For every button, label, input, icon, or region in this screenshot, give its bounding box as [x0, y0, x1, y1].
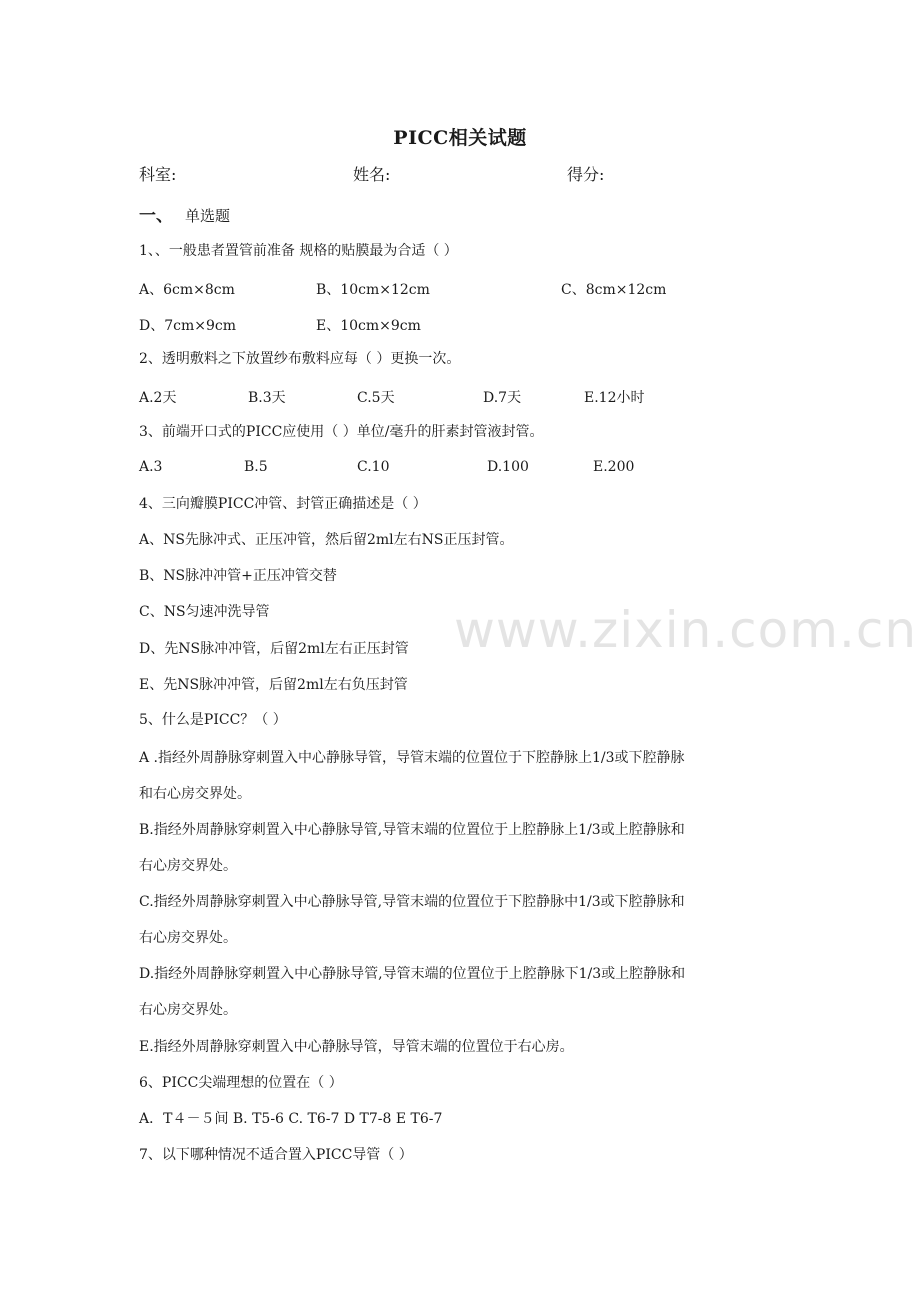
q1-option-a: A、6cm×8cm	[139, 282, 235, 298]
dept-field-label: 科室:	[139, 165, 177, 184]
q5-option-c-line2: 右心房交界处。	[139, 930, 237, 946]
page-title: PICC相关试题	[393, 127, 527, 149]
q5-option-d-line2: 右心房交界处。	[139, 1002, 237, 1018]
score-field-label: 得分:	[567, 165, 605, 184]
question-2: 2、透明敷料之下放置纱布敷料应每（ ）更换一次。	[139, 351, 461, 367]
q3-option-c: C.10	[357, 459, 390, 475]
q2-option-d: D.7天	[483, 390, 522, 406]
q5-option-d-line1: D.指经外周静脉穿刺置入中心静脉导管,导管末端的位置位于上腔静脉下1/3或上腔静脉和	[139, 966, 686, 982]
section-label: 单选题	[185, 207, 231, 225]
q5-option-b-line2: 右心房交界处。	[139, 858, 237, 874]
q2-option-e: E.12小时	[584, 390, 645, 406]
name-field-label: 姓名:	[353, 165, 391, 184]
q5-option-e: E.指经外周静脉穿刺置入中心静脉导管，导管末端的位置位于右心房。	[139, 1039, 574, 1055]
q4-option-d: D、先NS脉冲冲管，后留2ml左右正压封管	[139, 641, 409, 657]
q2-option-c: C.5天	[357, 390, 395, 406]
section-heading	[139, 201, 230, 226]
question-5: 5、什么是PICC？（ ）	[139, 712, 287, 728]
q5-option-c-line1: C.指经外周静脉穿刺置入中心静脉导管,导管末端的位置位于下腔静脉中1/3或下腔静脉和	[139, 894, 685, 910]
q1-option-c: C、8cm×12cm	[561, 282, 667, 298]
q1-option-d: D、7cm×9cm	[139, 318, 237, 334]
question-7: 7、以下哪种情况不适合置入PICC导管（ ）	[139, 1147, 413, 1163]
q5-option-a-line1: A .指经外周静脉穿刺置入中心静脉导管，导管末端的位置位于下腔静脉上1/3或下腔静脉	[139, 750, 685, 766]
section-number: 一、	[139, 206, 173, 226]
q1-option-b: B、10cm×12cm	[316, 282, 430, 298]
q1-option-e: E、10cm×9cm	[316, 318, 421, 334]
q4-option-a: A、NS先脉冲式、正压冲管，然后留2ml左右NS正压封管。	[139, 532, 514, 548]
q5-option-b-line1: B.指经外周静脉穿刺置入中心静脉导管,导管末端的位置位于上腔静脉上1/3或上腔静脉和	[139, 822, 685, 838]
question-3: 3、前端开口式的PICC应使用（ ）单位/毫升的肝素封管液封管。	[139, 424, 544, 440]
q3-option-d: D.100	[487, 459, 529, 475]
question-4: 4、三向瓣膜PICC冲管、封管正确描述是（ ）	[139, 496, 427, 512]
q2-option-a: A.2天	[139, 390, 177, 406]
q3-option-e: E.200	[593, 459, 635, 475]
q3-option-a: A.3	[139, 459, 163, 475]
q6-options: A．T４－５间 B. T5-6 C. T6-7 D T7-8 E T6-7	[139, 1111, 443, 1127]
q4-option-b: B、NS脉冲冲管+正压冲管交替	[139, 568, 337, 584]
q3-option-b: B.5	[244, 459, 268, 475]
q5-option-a-line2: 和右心房交界处。	[139, 786, 251, 802]
question-1: 1、、一般患者置管前准备 规格的贴膜最为合适（ ）	[139, 243, 458, 259]
watermark-text: www.zixin.com.cn	[454, 601, 918, 659]
question-6: 6、PICC尖端理想的位置在（ ）	[139, 1075, 343, 1091]
q4-option-c: C、NS匀速冲洗导管	[139, 604, 270, 620]
q4-option-e: E、先NS脉冲冲管，后留2ml左右负压封管	[139, 677, 408, 693]
q2-option-b: B.3天	[248, 390, 286, 406]
